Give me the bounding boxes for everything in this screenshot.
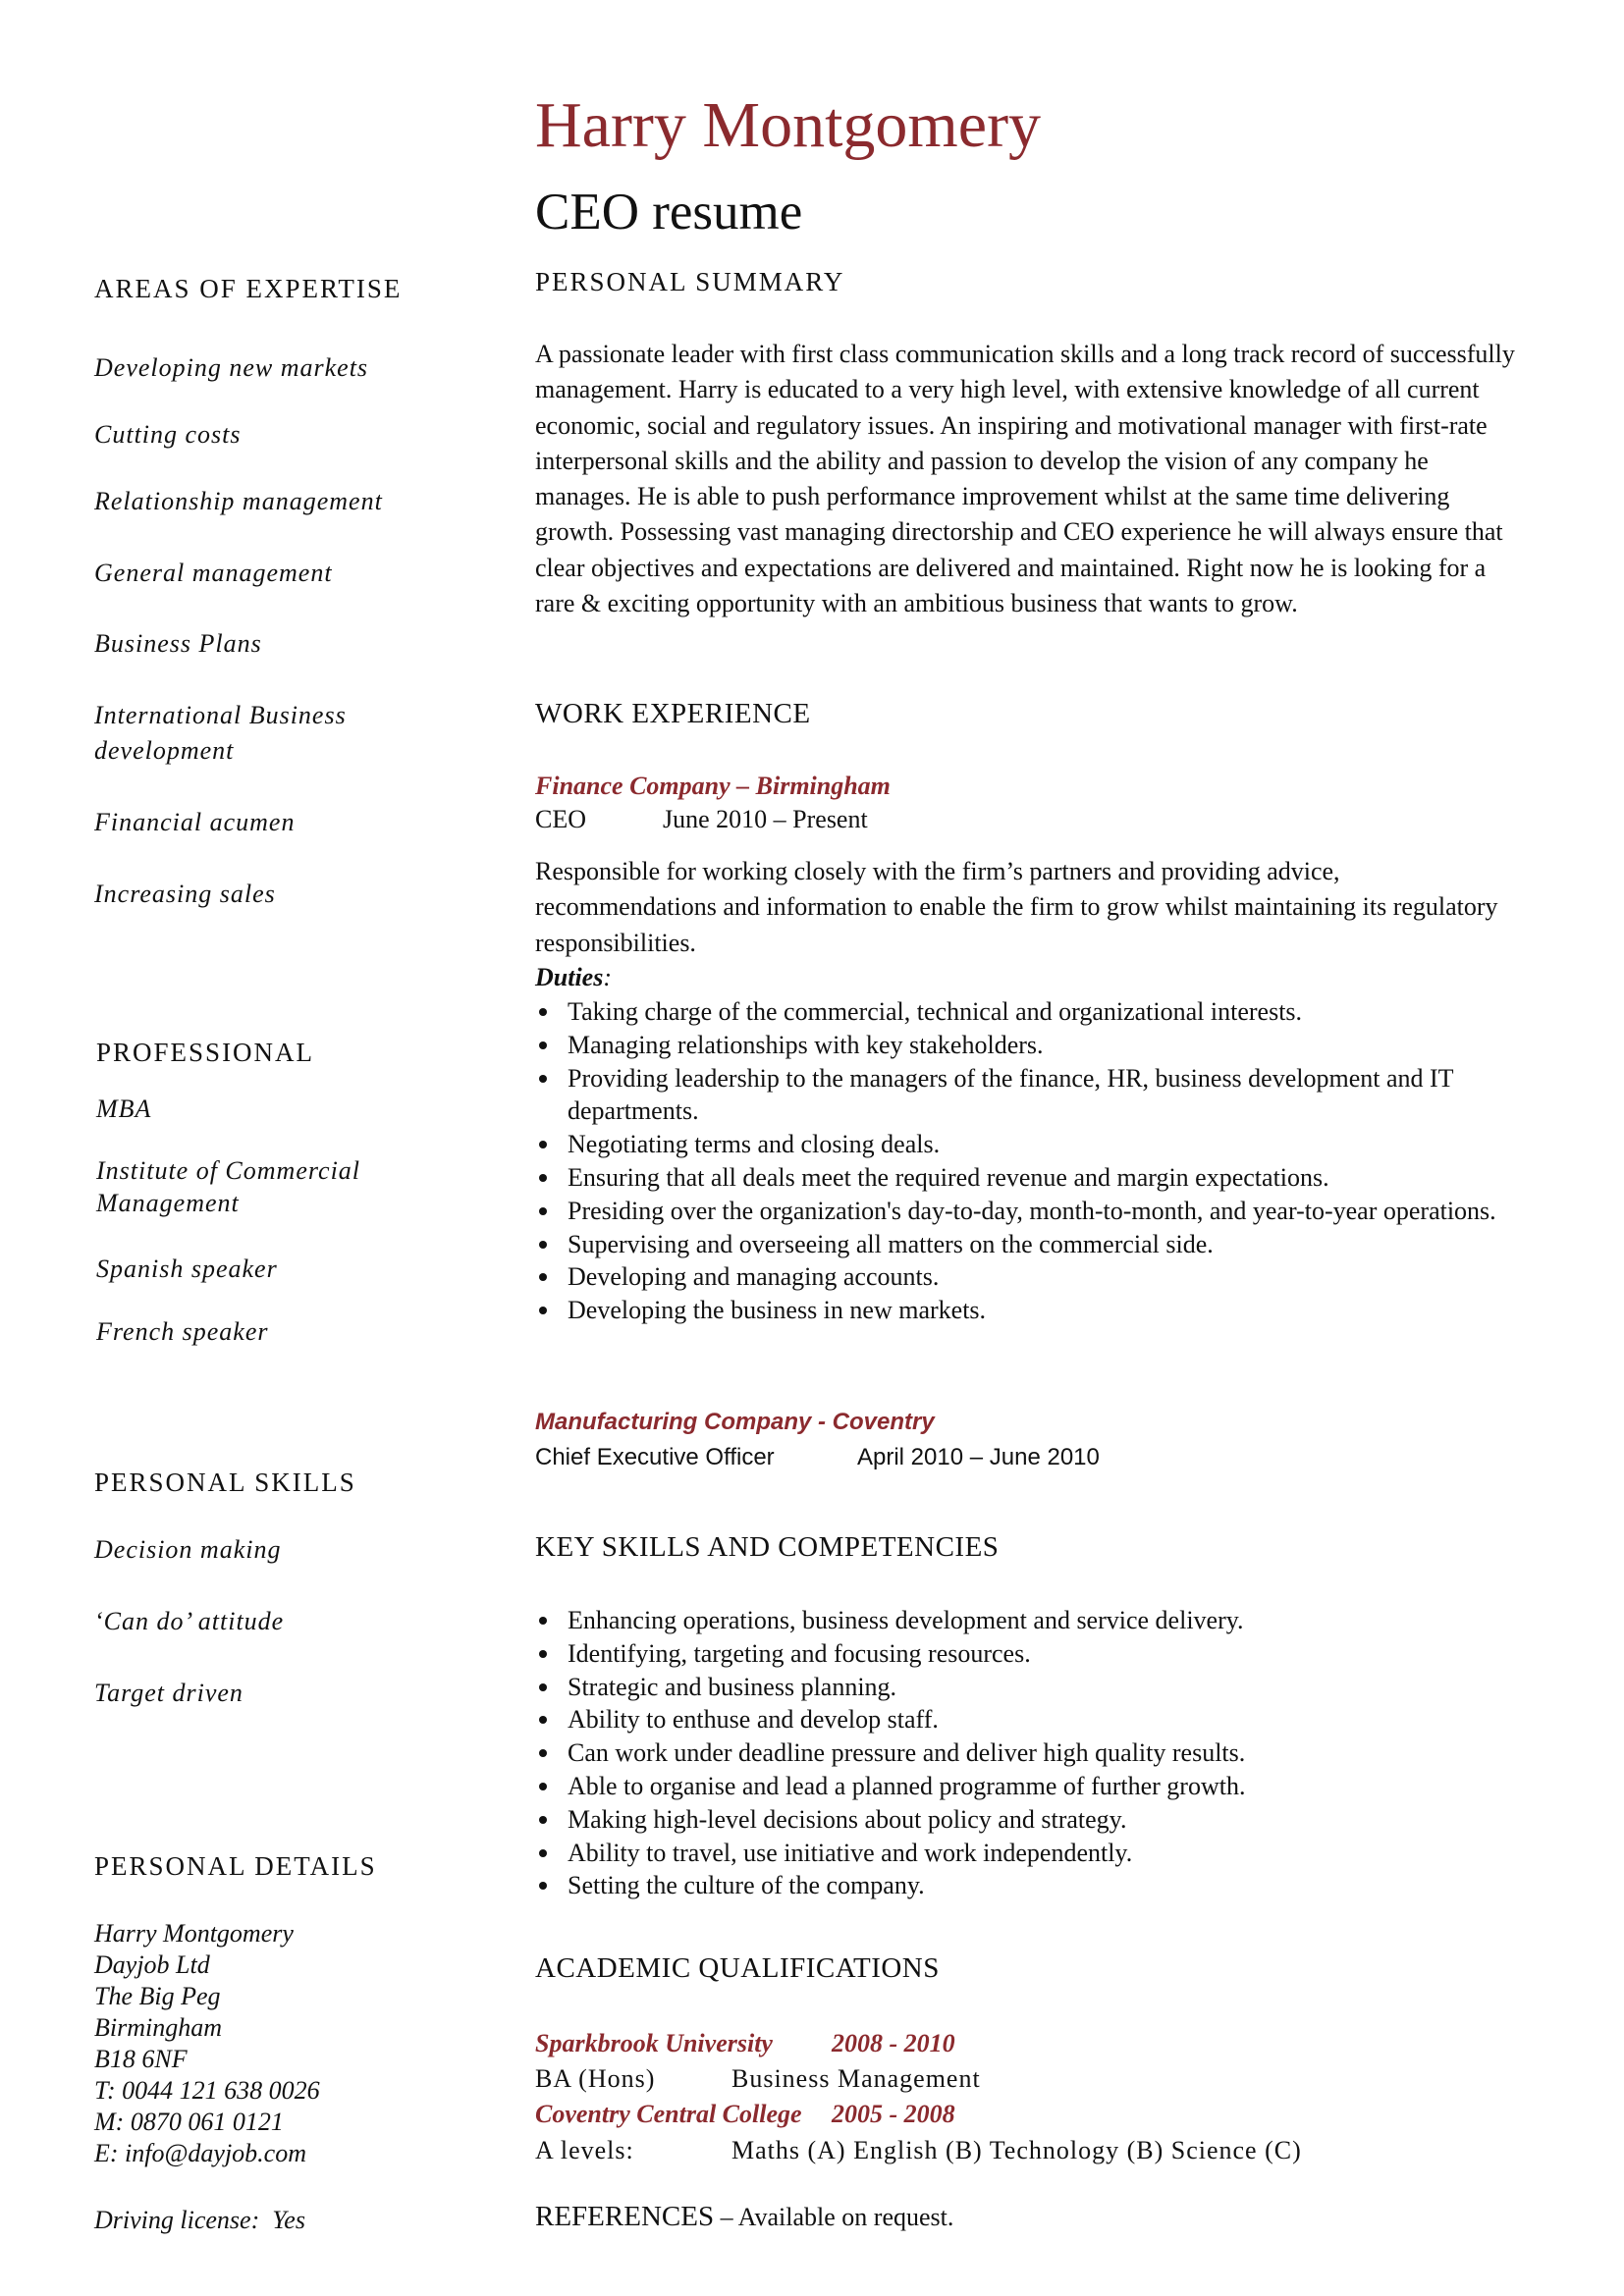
institution-1-name: Sparkbrook University: [535, 2029, 773, 2057]
duty-item: Ensuring that all deals meet the required revenue and margin expectations.: [535, 1161, 1527, 1195]
contact-telephone: T: 0044 121 638 0026: [94, 2076, 320, 2105]
academic-heading: ACADEMIC QUALIFICATIONS: [535, 1952, 940, 1984]
expertise-item: Relationship management: [94, 487, 383, 515]
contact-name: Harry Montgomery: [94, 1919, 294, 1948]
skill-item: Ability to travel, use initiative and work independently.: [535, 1837, 1527, 1870]
qualification-1: [535, 2064, 981, 2094]
job1-title: CEO: [535, 805, 586, 833]
qualification-2-subject: Maths (A) English (B) Technology (B) Science (C): [731, 2136, 1302, 2164]
expertise-item: Developing new markets: [94, 353, 369, 382]
resume-subtitle: CEO resume: [535, 184, 803, 240]
expertise-item: Financial acumen: [94, 808, 296, 836]
job2-company: Manufacturing Company - Coventry: [535, 1409, 935, 1435]
institution-2: [535, 2100, 955, 2129]
duties-label-text: Duties: [535, 963, 604, 991]
job1-company: Finance Company – Birmingham: [535, 772, 891, 800]
contact-company: Dayjob Ltd: [94, 1950, 210, 1979]
skill-item: Able to organise and lead a planned programme of further growth.: [535, 1770, 1527, 1803]
professional-heading: PROFESSIONAL: [96, 1038, 315, 1067]
personal-skill-item: Decision making: [94, 1535, 282, 1564]
candidate-name: Harry Montgomery: [535, 89, 1042, 161]
skill-item: Can work under deadline pressure and deliver high quality results.: [535, 1736, 1527, 1770]
qualification-1-level: BA (Hons): [535, 2064, 656, 2093]
duties-list: [535, 995, 1527, 1327]
contact-email: E: info@dayjob.com: [94, 2139, 306, 2167]
references-text: – Available on request.: [714, 2203, 954, 2231]
institution-1: [535, 2029, 955, 2058]
personal-summary-heading: PERSONAL SUMMARY: [535, 267, 845, 296]
personal-summary-text: A passionate leader with first class communication skills and a long track record of successfully management. Harry is educated to a very high level, with extensive knowledge of all current economic, social and regulatory issues. An inspiring and motivational manager with first-rate interpersonal skills and the ability and passion to develop the vision of any company he manages. He is able to push performance improvement whilst at the same time delivering growth. Possessing vast managing directorship and CEO experience he will always ensure that clear objectives and expectations are delivered and maintained. Right now he is looking for a rare & exciting opportunity with an ambitious business that wants to grow.: [535, 340, 1515, 618]
expertise-heading: AREAS OF EXPERTISE: [94, 274, 403, 303]
institution-1-years: 2008 - 2010: [832, 2029, 955, 2057]
job2-dates: April 2010 – June 2010: [857, 1444, 1100, 1470]
duty-item: Taking charge of the commercial, technical and organizational interests.: [535, 995, 1527, 1029]
duty-item: Providing leadership to the managers of the finance, HR, business development and IT departments.: [535, 1062, 1527, 1129]
expertise-item: Business Plans: [94, 629, 262, 658]
duty-item: Managing relationships with key stakeholders.: [535, 1029, 1527, 1062]
skill-item: Strategic and business planning.: [535, 1671, 1527, 1704]
key-skills-list: [535, 1604, 1527, 1902]
personal-skills-heading: PERSONAL SKILLS: [94, 1468, 356, 1497]
expertise-item: Cutting costs: [94, 420, 242, 449]
key-skills-heading: KEY SKILLS AND COMPETENCIES: [535, 1531, 1000, 1563]
qualification-1-subject: Business Management: [731, 2064, 981, 2093]
qualification-2: [535, 2136, 1302, 2165]
personal-skill-item: ‘Can do’ attitude: [94, 1607, 285, 1635]
duty-item: Developing the business in new markets.: [535, 1294, 1527, 1327]
expertise-item: General management: [94, 559, 333, 587]
references-line: [535, 2201, 953, 2233]
duties-label: [535, 963, 612, 992]
work-experience-heading: WORK EXPERIENCE: [535, 698, 811, 729]
duty-item: Developing and managing accounts.: [535, 1260, 1527, 1294]
job1-role-line: [535, 805, 868, 834]
skill-item: Setting the culture of the company.: [535, 1869, 1527, 1902]
institution-2-years: 2005 - 2008: [832, 2100, 955, 2128]
qualification-2-level: A levels:: [535, 2136, 634, 2164]
skill-item: Ability to enthuse and develop staff.: [535, 1703, 1527, 1736]
duty-item: Negotiating terms and closing deals.: [535, 1128, 1527, 1161]
professional-item: MBA: [96, 1095, 152, 1123]
references-heading: REFERENCES: [535, 2201, 715, 2232]
expertise-item: International Business development: [94, 701, 347, 765]
skill-item: Enhancing operations, business development and service delivery.: [535, 1604, 1527, 1637]
duty-item: Presiding over the organization's day-to-day, month-to-month, and year-to-year operations.: [535, 1195, 1527, 1228]
job2-role-line: [535, 1444, 1100, 1471]
skill-item: Identifying, targeting and focusing resources.: [535, 1637, 1527, 1671]
job1-dates: June 2010 – Present: [663, 805, 868, 833]
contact-postcode: B18 6NF: [94, 2045, 188, 2073]
driving-license: Driving license: Yes: [94, 2206, 305, 2234]
contact-city: Birmingham: [94, 2013, 222, 2042]
contact-mobile: M: 0870 061 0121: [94, 2108, 284, 2136]
contact-details: [94, 1918, 320, 2169]
duties-label-colon: :: [603, 963, 613, 991]
professional-item: Spanish speaker: [96, 1255, 278, 1283]
skill-item: Making high-level decisions about policy and strategy.: [535, 1803, 1527, 1837]
professional-item: French speaker: [96, 1317, 269, 1346]
job2-title: Chief Executive Officer: [535, 1444, 775, 1470]
personal-details-heading: PERSONAL DETAILS: [94, 1851, 377, 1881]
professional-item: Institute of Commercial Management: [96, 1156, 361, 1217]
job1-description: Responsible for working closely with the firm’s partners and providing advice, recommendations and information to enable the firm to grow whilst maintaining its regulatory responsibilities.: [535, 857, 1498, 957]
duty-item: Supervising and overseeing all matters on the commercial side.: [535, 1228, 1527, 1261]
personal-skill-item: Target driven: [94, 1679, 244, 1707]
contact-address-line: The Big Peg: [94, 1982, 221, 2010]
institution-2-name: Coventry Central College: [535, 2100, 802, 2128]
expertise-item: Increasing sales: [94, 880, 276, 908]
